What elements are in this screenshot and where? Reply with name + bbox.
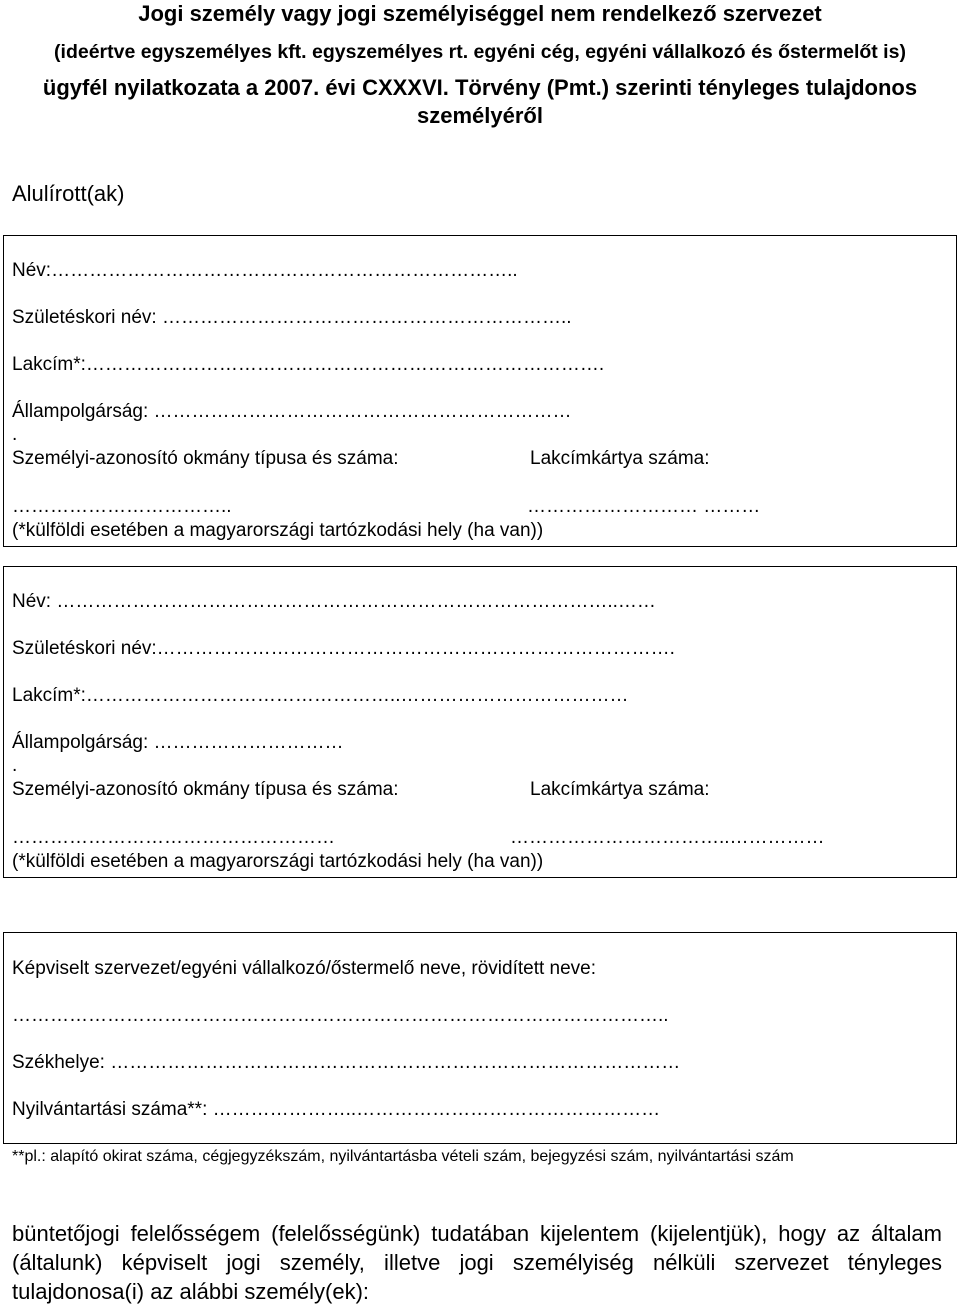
person-1-birth-name-field[interactable]: Születéskori név: ……………………………………………………….. (12, 307, 572, 328)
intro-label: Alulírott(ak) (12, 181, 125, 206)
org-name-label: Képviselt szervezet/egyéni vállalkozó/őstermelő neve, rövidített neve: (12, 958, 597, 979)
person-2-id-value[interactable]: …………………………………………… (12, 827, 335, 848)
title-line-3: ügyfél nyilatkozata a 2007. évi CXXXVI. Törvény (Pmt.) szerinti tényleges tulajdonos (42, 75, 918, 100)
person-1-address-field[interactable]: Lakcím*:………………………………………………………………………. (12, 354, 605, 375)
person-2-address-field[interactable]: Lakcím*:…………………………………………..……………………………… (12, 685, 629, 706)
person-1-name-field[interactable]: Név:……………………………………………………………….. (12, 260, 518, 281)
person-1-citizenship-field[interactable]: Állampolgárság: ………………………………………………………… (12, 401, 572, 422)
person-2-birth-name-field[interactable]: Születéskori név:………………………………………………………………………. (12, 638, 675, 659)
person-1-foreign-note: (*külföldi esetében a magyarországi tartózkodási hely (ha van)) (12, 520, 544, 541)
person-2-id-label: Személyi-azonosító okmány típusa és száma: (12, 779, 399, 800)
person-1-id-label: Személyi-azonosító okmány típusa és száma: (12, 448, 399, 469)
person-2-dot: . (12, 755, 18, 776)
person-2-foreign-note: (*külföldi esetében a magyarországi tartózkodási hely (ha van)) (12, 851, 544, 872)
person-1-dot: . (12, 424, 18, 445)
person-2-citizenship-field[interactable]: Állampolgárság: ………………………… (12, 732, 344, 753)
person-1-address-card-label: Lakcímkártya száma: (530, 448, 710, 469)
org-registration-field[interactable]: Nyilvántartási száma**: …………………..………………………………………… (12, 1099, 661, 1120)
person-1-id-value[interactable]: …………………………….. (12, 496, 232, 517)
person-2-name-field[interactable]: Név: ……………………………………………………………………………..…… (12, 591, 656, 612)
title-line-1: Jogi személy vagy jogi személyiséggel nem rendelkező szervezet (138, 1, 822, 26)
title-line-2: (ideértve egyszemélyes kft. egyszemélyes rt. egyéni cég, egyéni vállalkozó és őstermelőt is) (54, 41, 906, 63)
org-footnote: **pl.: alapító okirat száma, cégjegyzékszám, nyilvántartásba vételi szám, bejegyzési szám, nyilvántartási szám (12, 1148, 794, 1165)
person-2-address-card-label: Lakcímkártya száma: (530, 779, 710, 800)
person-1-address-card-value[interactable]: ……………………… ……… (527, 496, 761, 517)
person-2-address-card-value[interactable]: ……………………………..…………… (510, 827, 825, 848)
org-seat-field[interactable]: Székhelye: ……………………………………………………………………………… (12, 1052, 681, 1073)
declaration-paragraph: büntetőjogi felelősségem (felelősségünk) tudatában kijelentem (kijelentjük), hogy az általam (általunk) képviselt jogi személy, illetve jogi személyiség nélküli szervezet tényleges tulajdonosa(i) az alábbi személy(ek): (12, 1221, 942, 1304)
title-line-4: személyéről (417, 103, 543, 128)
org-name-field[interactable]: ………………………………………………………………………………………….. (12, 1005, 669, 1026)
